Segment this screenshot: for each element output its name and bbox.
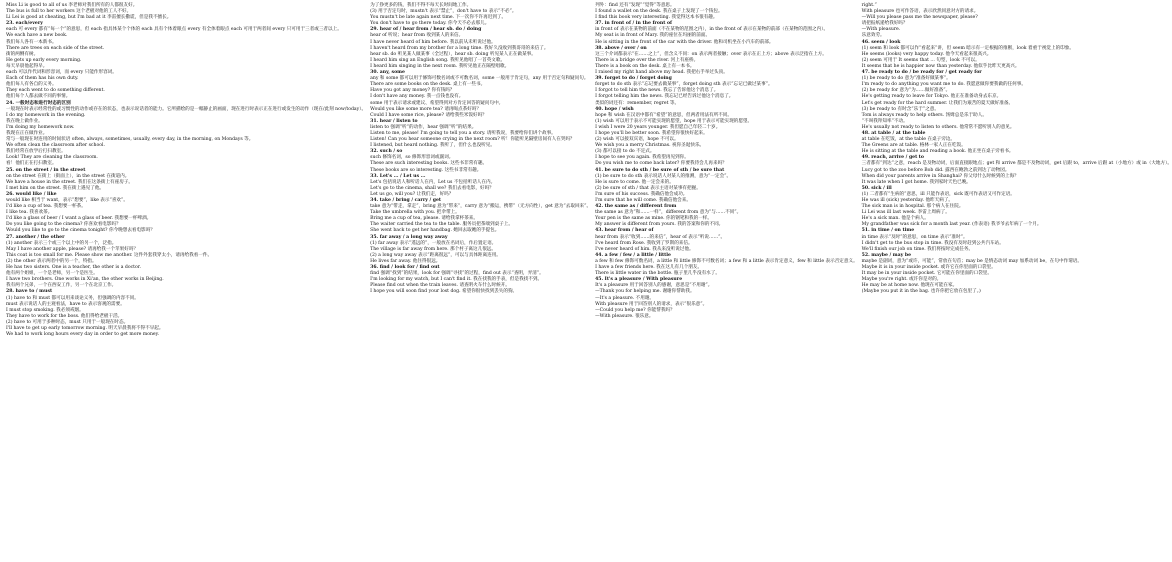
- text-line: Let's get ready for the hard summer. 让我们为艰苦的夏天做好准备。: [861, 100, 1014, 106]
- text-line: Please find out when the train leaves. 请查明火车什么时候开。: [370, 283, 510, 289]
- text-line: forget to do sth 表示“忘记要去做某事”，forget doing sth 表示“忘记已做过某事”。: [595, 82, 773, 88]
- text-line: You don't have to go there today. 你今天不必去那儿。: [370, 21, 490, 27]
- section-heading: 30. any, some: [370, 70, 405, 76]
- text-line: (2) the other 表示两者中的另一个，特指。: [6, 258, 97, 264]
- text-line: When did your parents arrive in Shanghai? 你父母什么时候到的上海？: [861, 173, 1019, 179]
- text-line: I hope you will soon find your lost dog. 希望你很快找到丢失的狗。: [370, 289, 518, 295]
- text-line: Take the umbrella with you. 把伞带上。: [370, 210, 460, 216]
- text-line: 常与一般现在时连用的时间状语 often, always, sometimes, usually, every day, in the morning, on Mondays 等。: [6, 137, 254, 143]
- text-line: We each have a new book.: [6, 33, 68, 39]
- text-line: on the street 在街上（街面上），in the street 在街道内。: [6, 173, 130, 179]
- text-line: 为了挣更多的钱，我们不得不每天长时间地工作。: [370, 3, 472, 8]
- text-line: —Thank you for helping me. 谢谢你帮助我。: [595, 289, 695, 295]
- text-line: —With pleasure.: [861, 27, 901, 33]
- text-line: Tom is always ready to help others. 汤姆总是乐于助人。: [861, 112, 987, 118]
- text-line: hear sb. do 听见某人做某事（全过程），hear sb. doing 听见某人正在做某事。: [370, 51, 536, 57]
- text-column-3: [595, 3, 858, 562]
- text-line: Let us go, will you? 让我们走，好吗？: [370, 191, 454, 197]
- text-line: He's getting ready to leave for Tokyo. 他正在准备动身去东京。: [861, 94, 1002, 100]
- section-heading: 24. 一般时态和进行时态的区别: [6, 100, 71, 106]
- text-line: It was late when I got home. 我到家时天色已晚。: [861, 179, 971, 185]
- text-line: I've heard from Rose. 我收到了罗斯的来信。: [595, 240, 693, 246]
- text-line: 请把报纸递给我好吗？: [861, 21, 908, 27]
- text-line: These books are so interesting. 这些书非常有趣。: [370, 167, 482, 173]
- text-line: They have to work for the boss. 他们得给老板干活。: [6, 313, 123, 319]
- text-line: He is sitting in the front of the car with the driver. 他和司机坐在小汽车的前部。: [595, 39, 774, 45]
- text-line: It's a pleasure 用于回答别人的感谢，意思是“不用谢”。: [595, 283, 713, 289]
- text-line: any 和 some 都可以用于修饰可数名词或不可数名词，some 一般用于肯定句，any 用于否定句和疑问句。: [370, 76, 589, 82]
- text-line: I've never heard of him. 我从来没听说过他。: [595, 246, 694, 252]
- text-line: (3) 用于否定句时，mustn't 表示“禁止”，don't have to 表示“不必”。: [370, 9, 517, 15]
- text-line: 他们每个人都去做不同的事情。: [6, 94, 71, 100]
- section-heading: 25. on the street / in the street: [6, 167, 86, 173]
- section-heading: 50. sick / ill: [861, 185, 892, 191]
- text-line: (1) be ready to do 意为“准备好做某事”。: [861, 76, 951, 82]
- text-line: My grandfather was sick for a month last year. (作表语) 我爷爷去年病了一个月。: [861, 222, 1042, 228]
- section-heading: 42. the same as / different from: [595, 204, 677, 210]
- text-line: (1) seem 和 look 都可以作“看起来”讲，但 seem 暗示有一定根据的推断，look 着重于视觉上的印象。: [861, 45, 1074, 51]
- text-line: at table 在吃饭，at the table 在桌子旁边。: [861, 137, 956, 143]
- section-heading: 47. be ready to do / be ready for / get ready for: [861, 70, 982, 76]
- text-line: Listen! Can you hear someone crying in the next room? 听！你能听见隔壁房间有人在哭吗？: [370, 137, 575, 143]
- text-line: You mustn't be late again next time. 下一次你不许再迟到了。: [370, 15, 507, 21]
- text-line: This coat is too small for me. Please show me another. 这件外套我穿太小，请再给我看一件。: [6, 252, 213, 258]
- text-line: Do you like going to the cinema? 你喜欢看电影吗？: [6, 222, 121, 228]
- text-line: 我在晚上做作业。: [6, 118, 43, 124]
- text-line: With pleasure 用于回答别人的请求，表示“很乐意”。: [595, 301, 708, 307]
- text-line: the same as 意为“和……一样”，different from 意为“与……不同”。: [595, 210, 742, 216]
- text-line: He seems (looks) very happy today. 他今天看起来很高兴。: [861, 51, 992, 57]
- text-line: 他有两个姐姐，一个是老师，另一个是医生。: [6, 271, 98, 277]
- section-heading: 43. hear from / hear of: [595, 228, 654, 234]
- text-line: We often clean the classroom after school.: [6, 143, 105, 149]
- section-heading: 44. a few / few / a little / little: [595, 252, 671, 258]
- text-line: (1) have to 和 must 都可以用来谈论义务，但强调的内容不同。: [6, 295, 139, 301]
- section-heading: 28. have to / must: [6, 289, 53, 295]
- text-line: I have a few friends here. 我在这儿有几个朋友。: [595, 265, 703, 271]
- text-line: I like tea. 我喜欢茶。: [6, 210, 53, 216]
- text-line: Each of them has his own duty.: [6, 76, 79, 82]
- text-line: I hope you'll be better soon. 我希望你很快好起来。: [595, 130, 708, 136]
- section-heading: 38. above / over / on: [595, 45, 647, 51]
- text-line: May I have another apple, please? 请再给我一个苹果好吗？: [6, 246, 139, 252]
- section-heading: 39. forget to do / forget doing: [595, 76, 672, 82]
- text-line: find 强调“找到”的结果，look for 强调“寻找”的过程，find out 表示“查明，弄清”。: [370, 271, 544, 277]
- text-line: hear from 表示“收到……的来信”，hear of 表示“听说……”。: [595, 234, 726, 240]
- text-line: I'd like a cup of tea. 我想要一杯茶。: [6, 204, 86, 210]
- text-line: —It's a pleasure. 不用谢。: [595, 295, 655, 301]
- text-line: would like 相当于 want，表示“想要”，like 表示“喜欢”。: [6, 198, 128, 203]
- text-line: I didn't get to the bus stop in time. 我没有及时赶到公共汽车站。: [861, 240, 1004, 246]
- text-line: There is little water in the bottle. 瓶子里几乎没有水了。: [595, 271, 720, 277]
- text-line: 类似的词还有：remember, regret 等。: [595, 100, 680, 106]
- text-line: (1) be sure to do sth 表示说话人对某人的推测，意为“一定会”。: [595, 173, 732, 179]
- text-line: My seat is in front of Mary. 我的座位在玛丽的前面。: [595, 33, 711, 39]
- text-line: each 可以作代词和形容词，而 every 只能作形容词。: [6, 70, 117, 76]
- text-line: Lucy got to the zoo before Bob did. 露西在鲍勃之前到达了动物园。: [861, 167, 1010, 173]
- text-line: There is a bridge over the river. 河上有座桥。: [595, 57, 699, 63]
- text-line: I'm looking for my watch, but I can't find it. 我在找我的手表，但是我找不到。: [370, 277, 543, 283]
- text-line: They each went to do something different.: [6, 88, 105, 94]
- text-line: We had to work long hours every day in order to get more money.: [6, 332, 160, 338]
- text-line: We'll finish our job on time. 我们将按时完成任务。: [861, 246, 974, 252]
- text-line: I wish I were 20 years younger. 我但愿自己年轻二十岁。: [595, 124, 721, 130]
- text-line: I forgot to tell him the news. 我忘了告诉他这个消息了。: [595, 88, 719, 94]
- text-line: 列外：find 还有“发现”“觉得”等意思。: [595, 3, 675, 8]
- text-line: maybe 是副词，意为“或许，可能”，常放在句首；may be 是情态动词 may 加系动词 be，在句中作谓语。: [861, 258, 1082, 264]
- text-line: Let's 包括说话人和听话人在内，Let us 不包括听话人在内。: [370, 179, 496, 185]
- text-line: Listen to me, please! I'm going to tell you a story. 请听我说，我要给你们讲个故事。: [370, 130, 556, 136]
- text-line: (2) seem 可用于 It seems that ... 句型，look 不可以。: [861, 57, 980, 63]
- text-line: “不叫我拜知率”不动。: [861, 118, 908, 124]
- text-line: I don't have any money. 我一点钱也没有。: [370, 94, 464, 100]
- text-line: I have never heard of him before. 我以前从未听说过他。: [370, 39, 496, 45]
- text-line: He's usually not ready to listen to others. 他常常不愿听别人的意见。: [861, 124, 1015, 130]
- text-line: (1) another 表示三个或三个以上中的另一个，泛指。: [6, 240, 117, 246]
- text-line: I must stop smoking. 我必须戒烟。: [6, 307, 84, 313]
- text-line: I forgot telling him the news. 我忘记已经告诉过他这个消息了。: [595, 94, 734, 100]
- text-line: 一般现在时表示经常性的或习惯性的动作或存在的状态，也表示说话者的能力。它所描绘的是一幅静止的画面，现在进行时表示正在进行或发生的动作（现在/此刻 now/today）。: [6, 106, 367, 112]
- text-line: 我现在正在做作业。: [6, 130, 48, 136]
- text-line: I'd like a glass of beer / I want a glass of beer. 我想要一杯啤酒。: [6, 216, 152, 222]
- text-line: right.”: [861, 3, 877, 8]
- text-line: (3) 都可以接 to do 不定式。: [595, 149, 655, 155]
- text-line: I'm sure that he will come. 我确信他会来。: [595, 198, 691, 203]
- text-line: in front of 表示在某物的前面（不在某物的范围之内），in the front of 表示在某物的前部（在某物的范围之内）。: [595, 27, 829, 33]
- section-heading: 26. would like / like: [6, 191, 57, 197]
- text-line: I have two brothers. One works in Xi'an, the other works in Beijing.: [6, 277, 164, 283]
- text-line: (Maybe you put it in the bag. 也许你把它放在包里了。): [861, 289, 981, 295]
- text-line: I'll have to get up early tomorrow morning. 明天早晨我将不得不早起。: [6, 325, 164, 331]
- section-heading: 31. hear / listen to: [370, 118, 418, 124]
- text-line: (2) a long way away 表示“距离很远”，可以与具体距离连用。: [370, 252, 501, 258]
- text-line: She went back to get her handbag. 她回去取她的手提包。: [370, 228, 500, 234]
- text-line: Let's go to the cinema, shall we? 我们去看电影，好吗？: [370, 185, 494, 191]
- text-line: He is sitting at the table and reading a book. 他正坐在桌子旁看书。: [861, 149, 1014, 155]
- text-column-2: [370, 3, 591, 562]
- text-line: He was ill (sick) yesterday. 他昨天病了。: [861, 198, 954, 203]
- section-heading: 52. maybe / may be: [861, 252, 912, 258]
- text-line: I haven't heard from my brother for a long time. 我好久没收到我哥哥的来信了。: [370, 45, 549, 51]
- text-line: Li Lei was ill last week. 李雷上周病了。: [861, 210, 950, 216]
- text-line: take 意为“带走，拿走”，bring 意为“带来”，carry 意为“搬运，携带”（无方向性），get 意为“去取回来”。: [370, 204, 592, 210]
- text-line: He is sure to come. 他一定会来的。: [595, 179, 674, 185]
- section-heading: 29. hear of / hear from / hear sb. do / doing: [370, 27, 482, 33]
- section-heading: 36. find / look for / find out: [370, 265, 440, 271]
- text-line: Could I have some rice, please? 请给我些米饭好吗？: [370, 112, 487, 118]
- text-line: These are such interesting books. 这些书非常有趣。: [370, 161, 488, 167]
- text-line: It seems that he is happier now than yesterday. 他似乎比昨天更高兴。: [861, 63, 1020, 69]
- text-line: He's a sick man. 他是个病人。: [861, 216, 929, 222]
- text-line: The sick man is in hospital. 那个病人在住院。: [861, 204, 964, 210]
- text-line: I'm sure of his success. 我确信他会成功。: [595, 191, 688, 197]
- text-line: I raised my right hand above my head. 我把右手举过头顶。: [595, 70, 728, 76]
- section-heading: 27. another / the other: [6, 234, 65, 240]
- text-line: I find this book very interesting. 我觉得这本书很有趣。: [595, 15, 718, 21]
- section-heading: 46. seem / look: [861, 39, 901, 45]
- text-line: It may be in your inside pocket. 它可能在你里面的口袋里。: [861, 271, 992, 277]
- section-heading: 49. reach, arrive / get to: [861, 155, 924, 161]
- text-line: Miss Li is good to all of us 李老师对我们所有的人都很友好。: [6, 3, 138, 8]
- text-line: (3) be ready to 有时含“乐于”之意。: [861, 106, 939, 112]
- text-line: I met him on the street. 我在街上遇见了他。: [6, 185, 105, 191]
- text-line: Your pen is the same as mine. 你的钢笔和我的一样。: [595, 216, 712, 222]
- section-heading: 45. It's a pleasure / With pleasure: [595, 277, 683, 283]
- text-line: There is a book on the desk. 桌上有一本书。: [595, 63, 695, 69]
- text-line: The bus is full to her workers 这个老板对他的工人不好。: [6, 9, 132, 15]
- text-line: The village is far away from here. 那个村子离这儿很远。: [370, 246, 496, 252]
- text-line: —Will you please pass me the newspaper, please?: [861, 15, 978, 21]
- text-line: (2) wish 可以接双宾语，hope 不可以。: [595, 137, 679, 143]
- text-line: Would you like to go to the cinema tonight? 你今晚想去看电影吗？: [6, 228, 155, 234]
- text-line: I'm doing my homework now.: [6, 124, 75, 130]
- text-line: My answer is different from yours. 我的答案和你的不同。: [595, 222, 724, 228]
- text-line: I heard him singing in the next room. 我听见他正在隔壁唱歌。: [370, 63, 510, 69]
- text-line: 街的两侧有树。: [6, 51, 39, 57]
- text-line: 每天早晨他起得早。: [6, 63, 48, 69]
- text-line: He gets up early every morning.: [6, 57, 82, 63]
- text-line: He has two sisters. One is a teacher, the other is a doctor.: [6, 265, 141, 271]
- text-line: He lives far away. 他住得很远。: [370, 258, 441, 264]
- text-line: We wish you a merry Christmas. 祝你圣诞快乐。: [595, 143, 705, 149]
- text-line: 这三个介词都表示“在……之上”，但含义不同：on 表示两者接触；over 表示在正上方；above 表示泛指在上方。: [595, 51, 827, 57]
- text-line: some 用于表示请求或建议、希望得到对方肯定回答的疑问句中。: [370, 100, 504, 106]
- text-line: I do my homework in the evening.: [6, 112, 86, 118]
- text-line: (1) 二者都有“生病的”意思，ill 只能作表语，sick 既可作表语又可作定语。: [861, 191, 1015, 197]
- text-line: 乐意效劳。: [861, 33, 885, 39]
- text-line: There are trees on each side of the street.: [6, 45, 105, 51]
- text-line: I found a wallet on the desk. 我在桌子上发现了一个钱包。: [595, 9, 723, 15]
- section-heading: 40. hope / wish: [595, 106, 634, 112]
- text-column-4: [862, 3, 1172, 562]
- text-line: in time 表示“及时”的意思，on time 表示“准时”。: [861, 234, 968, 240]
- text-line: I listened, but heard nothing. 我听了，但什么也没听见。: [370, 143, 495, 149]
- text-line: —Could you help me? 你能帮我吗？: [595, 307, 675, 313]
- text-line: (1) far away 表示“遥远的”，一般放在名词后，作后置定语。: [370, 240, 497, 246]
- text-line: Do you wish me to come back later? 你要我待会儿再来吗？: [595, 161, 727, 167]
- text-line: 他们每人有各自的义务。: [6, 82, 57, 88]
- text-line: (2) be ready for 意为“为……做好准备”。: [861, 88, 951, 94]
- text-line: —With pleasure. 很乐意。: [595, 313, 654, 319]
- text-line: such 修饰名词，so 修饰形容词或副词。: [370, 155, 454, 161]
- text-line: I hope to see you again. 我希望再见到你。: [595, 155, 689, 161]
- text-line: listen to 强调“听”的动作，hear 强调“听”的结果。: [370, 124, 477, 130]
- section-heading: 41. be sure to do sth / be sure of sth / be sure that: [595, 167, 725, 173]
- text-line: 看！他们正在打扫教室。: [6, 161, 57, 167]
- section-heading: 37. in front of / in the front of: [595, 21, 673, 27]
- text-line: Bring me a cup of tea, please. 请给我拿杯茶来。: [370, 216, 478, 222]
- text-line: He may be at home now. 他现在可能在家。: [861, 283, 958, 289]
- text-line: There are some books on the desk. 桌上有一些书。: [370, 82, 486, 88]
- section-heading: 23. each/every: [6, 21, 43, 27]
- text-line: With pleasure 也可作答语，表示欣然同意对方的请求。: [861, 9, 979, 15]
- section-heading: 48. at table / at the table: [861, 130, 926, 136]
- text-line: I heard him sing an English song. 我听见他唱了一首英文歌。: [370, 57, 506, 63]
- text-line: hear of 听说；hear from 收到某人的来信。: [370, 33, 464, 39]
- text-column-1: [6, 3, 366, 562]
- text-line: (2) be sure of sth / that 表示主语对某事有把握。: [595, 185, 701, 191]
- text-line: (2) have to 可用于多种时态，must 只用于一般现在时态。: [6, 319, 129, 325]
- section-heading: 34. take / bring / carry / get: [370, 198, 442, 203]
- text-line: (1) wish 可以用于表示不可能实现的愿望，hope 用于表示可能实现的愿望。: [595, 118, 753, 124]
- section-heading: 51. in time / on time: [861, 228, 915, 234]
- text-line: Would you like some more tea? 请再喝点茶好吗？: [370, 106, 481, 112]
- text-line: The Greens are at table. 格林一家人正在吃饭。: [861, 143, 966, 149]
- text-line: I'm ready to do anything you want me to do. 我愿意做你要我做的任何事。: [861, 82, 1026, 88]
- text-line: hope 和 wish 在汉语中都有“希望”的意思，但两者用法有所不同。: [595, 112, 732, 118]
- text-line: We have a house in the street. 我们在这条街上有座房子。: [6, 179, 134, 185]
- text-line: The waiter carried the tea to the table. 服务员把茶端到桌子上。: [370, 222, 513, 228]
- section-heading: 33. Let's ... / Let us ...: [370, 173, 426, 179]
- text-line: each 可 every 都有“每一个”的意思，但 each 指具体某个个体的 each 具有个体着眼点 every 有全体着眼点 each 可用于两者间 every 只可用于三者或三者以上。: [6, 27, 342, 33]
- text-line: Have you got any money? 你有钱吗？: [370, 88, 455, 94]
- text-line: a few 和 few 修饰可数名词，a little 和 little 修饰不可数名词；a few 和 a little 表示肯定意义，few 和 little 表示否定意义。: [595, 258, 858, 264]
- text-line: Look! They are cleaning the classroom.: [6, 155, 98, 161]
- text-line: Maybe it is in your inside pocket. 或许它在你里面的口袋里。: [861, 265, 996, 271]
- text-line: 我有两个兄弟，一个在西安工作，另一个在北京工作。: [6, 283, 117, 289]
- text-line: 我们每人各有一本新书。: [6, 39, 57, 45]
- section-heading: 35. far away / a long way away: [370, 234, 448, 240]
- section-heading: 32. such / so: [370, 149, 403, 155]
- text-line: Maybe you're right. 或许你是对的。: [861, 277, 942, 283]
- text-line: 我们经常在放学后打扫教室。: [6, 149, 66, 155]
- text-line: Li Lei is good at cheating, but I'm bad at it 李雷擅长撒谎，但是我不擅长。: [6, 15, 172, 21]
- text-line: 三者都有“到达”之意，reach 是及物动词，后面直接跟地点；get 和 arrive 都是不及物动词，get 后跟 to，arrive 后跟 at（小地方）或 in（大地方）。: [861, 161, 1172, 167]
- text-line: must 表示说话人的主观看法，have to 表示客观的需要。: [6, 301, 125, 307]
